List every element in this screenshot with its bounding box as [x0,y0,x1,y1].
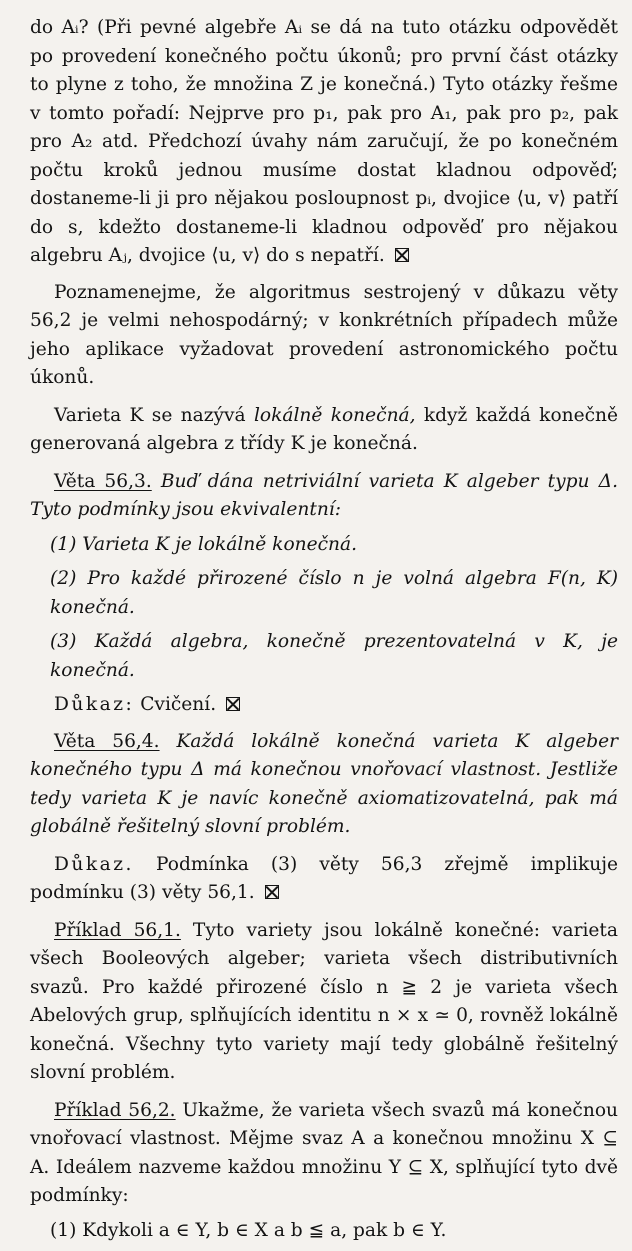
theorem-text: Každá lokálně konečná varieta K algeber konečného typu Δ má konečnou vnořovací vlastnost. Jestliže tedy varieta K je navíc konečně axiomatizovatelná, pak má globálně řešitelný slovní problém. [30,730,618,837]
theorem-text: Buď dána netriviální varieta K algeber typu Δ. Tyto podmínky jsou ekvivalentní: [30,470,618,520]
paragraph-proof-continuation [30,14,618,271]
paragraph-definition [30,402,618,459]
theorem-heading: Věta 56,3. [54,470,152,492]
example-56-1 [30,917,618,1088]
theorem-56-3 [30,468,618,720]
theorem-statement [30,468,618,525]
paragraph-remark [30,279,618,393]
proof-text: Cvičení. [134,694,217,715]
theorem-statement [30,728,618,842]
theorem-condition-2: (2) Pro každé přirozené číslo n je volná algebra F(n, K) konečná. [50,568,618,618]
definition-before: Varieta K se nazývá [54,404,254,426]
ideal-condition-1: (1) Kdykoli a ∈ Y, b ∈ X a b ≦ a, pak b ∈ Y. [50,1219,447,1241]
example-heading: Příklad 56,1. [54,919,181,941]
defined-term: lokálně konečná, [253,404,416,426]
page-text [30,14,618,1251]
end-of-proof-icon [226,697,240,711]
example-text: Ukažme, že varieta všech svazů má konečnou vnořovací vlastnost. Mějme svaz A a konečnou množinu X ⊆ A. Ideálem nazveme každou množinu Y ⊆ X, splňující tyto dvě podmínky: [30,1099,618,1206]
example-56-2 [30,1097,618,1246]
theorem-condition-3: (3) Každá algebra, konečně prezentovatelná v K, je konečná. [50,631,618,681]
theorem-condition-1: (1) Varieta K je lokálně konečná. [50,533,357,555]
theorem-proof [30,691,618,720]
example-statement [30,1097,618,1211]
example-text: Tyto variety jsou lokálně konečné: varieta všech Booleových algeber; varieta všech distributivních svazů. Pro každé přirozené číslo n ≧ 2 je varieta všech Abelových grup, splňujících identitu n × x ≃ 0, rovněž lokálně konečná. Všechny tyto variety mají tedy globálně řešitelný slovní problém. [30,919,618,1083]
proof-text: Podmínka (3) věty 56,3 zřejmě implikuje podmínku (3) věty 56,1. [30,853,618,903]
proof-label: Důkaz. [54,853,134,875]
theorem-proof [30,851,618,908]
definition-after: když každá konečně generovaná algebra z třídy K je konečná. [30,404,619,454]
paragraph-text: do Aᵢ? (Při pevné algebře Aᵢ se dá na tuto otázku odpovědět po provedení konečného počtu úkonů; pro první část otázky to plyne z toho, že množina Z je konečná.) Tyto otázky řešme v tomto pořadí: Nejprve pro p₁, pak pro A₁, pak pro p₂, pak pro A₂ atd. Předchozí úvahy nám zaručují, že po konečném počtu kroků jednou musíme dostat kladnou odpověď; dostaneme-li ji pro nějakou posloupnost pᵢ, dvojice ⟨u, v⟩ patří do s, kdežto dostaneme-li kladnou odpověď pro nějakou algebru Aⱼ, dvojice ⟨u, v⟩ do s nepatří. [30,17,618,266]
proof-label: Důkaz: [54,694,135,715]
theorem-56-4 [30,728,618,908]
end-of-proof-icon [265,885,279,899]
theorem-heading: Věta 56,4. [54,730,160,752]
end-of-proof-icon [395,248,409,262]
paragraph-text: Poznamenejme, že algoritmus sestrojený v důkazu věty 56,2 je velmi nehospodárný; v konkrétních případech může jeho aplikace vyžadovat provedení astronomického počtu úkonů. [30,281,618,388]
example-heading: Příklad 56,2. [54,1099,176,1121]
